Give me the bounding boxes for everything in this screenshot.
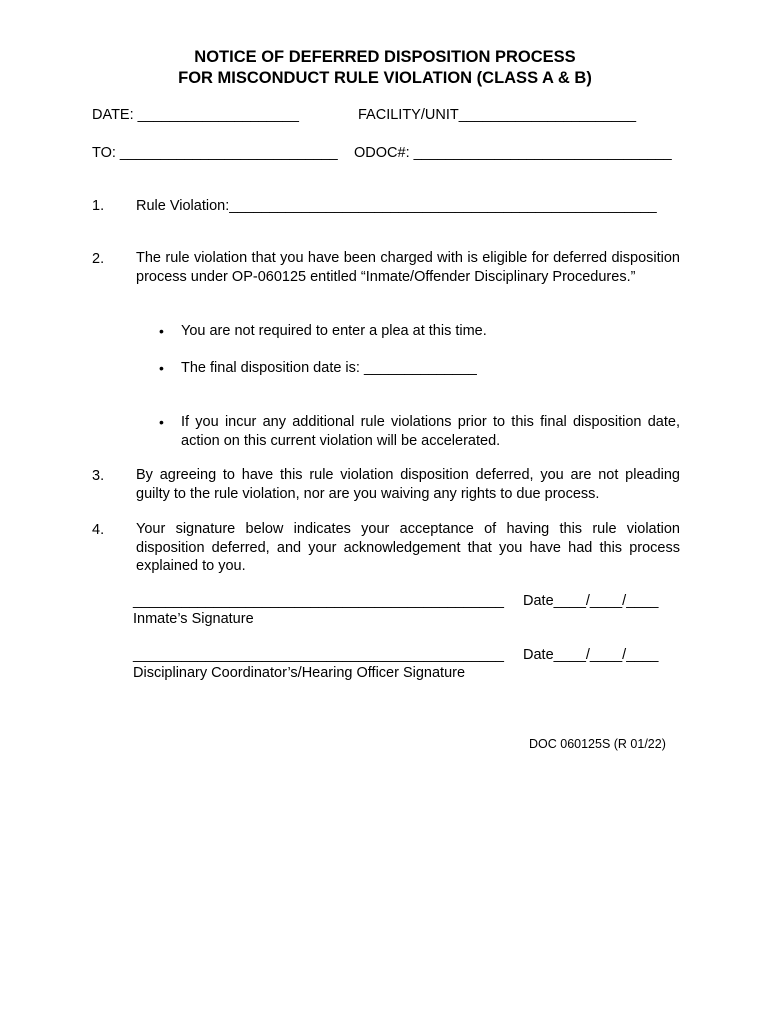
item-4-text: Your signature below indicates your acceptance of having this rule violation disposition deferred, and your acknowledgement that you have had this process explained to you. — [136, 521, 680, 574]
form-number: DOC 060125S (R 01/22) — [529, 737, 666, 751]
bullet-additional-violations: If you incur any additional rule violations prior to this final disposition date, action on this current violation will be accelerated. — [181, 414, 680, 449]
coordinator-signature-line[interactable]: ______________________________________________ — [133, 647, 504, 663]
final-disposition-date-field[interactable]: The final disposition date is: ______________ — [181, 360, 477, 376]
bullet-dot: • — [159, 360, 164, 376]
facility-unit-field[interactable]: FACILITY/UNIT______________________ — [358, 107, 637, 123]
item-number-4: 4. — [92, 522, 105, 538]
coordinator-signature-label: Disciplinary Coordinator’s/Hearing Officer Signature — [133, 665, 466, 681]
inmate-signature-date-field[interactable]: Date____/____/____ — [523, 593, 659, 609]
inmate-signature-line[interactable]: ______________________________________________ — [133, 593, 504, 609]
item-number-3: 3. — [92, 468, 105, 484]
inmate-signature-label: Inmate’s Signature — [133, 611, 254, 627]
bullet-no-plea: You are not required to enter a plea at this time. — [181, 323, 487, 339]
bullet-dot: • — [159, 323, 164, 339]
item-3-text: By agreeing to have this rule violation disposition deferred, you are not pleading guilty to the rule violation, nor are you waiving any rights to due process. — [136, 467, 680, 502]
date-field[interactable]: DATE: ____________________ — [92, 107, 299, 123]
coordinator-signature-date-field[interactable]: Date____/____/____ — [523, 647, 659, 663]
item-2-text: The rule violation that you have been charged with is eligible for deferred disposition process under OP-060125 entitled “Inmate/Offender Disciplinary Procedures.” — [136, 250, 680, 285]
item-number-2: 2. — [92, 251, 105, 267]
document-title-line-2: FOR MISCONDUCT RULE VIOLATION (CLASS A & B) — [178, 69, 592, 87]
to-field[interactable]: TO: ___________________________ — [92, 145, 338, 161]
item-number-1: 1. — [92, 198, 105, 214]
rule-violation-field[interactable]: Rule Violation:_____________________________________________________ — [136, 198, 657, 214]
bullet-dot: • — [159, 414, 164, 430]
document-title-line-1: NOTICE OF DEFERRED DISPOSITION PROCESS — [194, 48, 576, 66]
odoc-number-field[interactable]: ODOC#: ________________________________ — [354, 145, 672, 161]
